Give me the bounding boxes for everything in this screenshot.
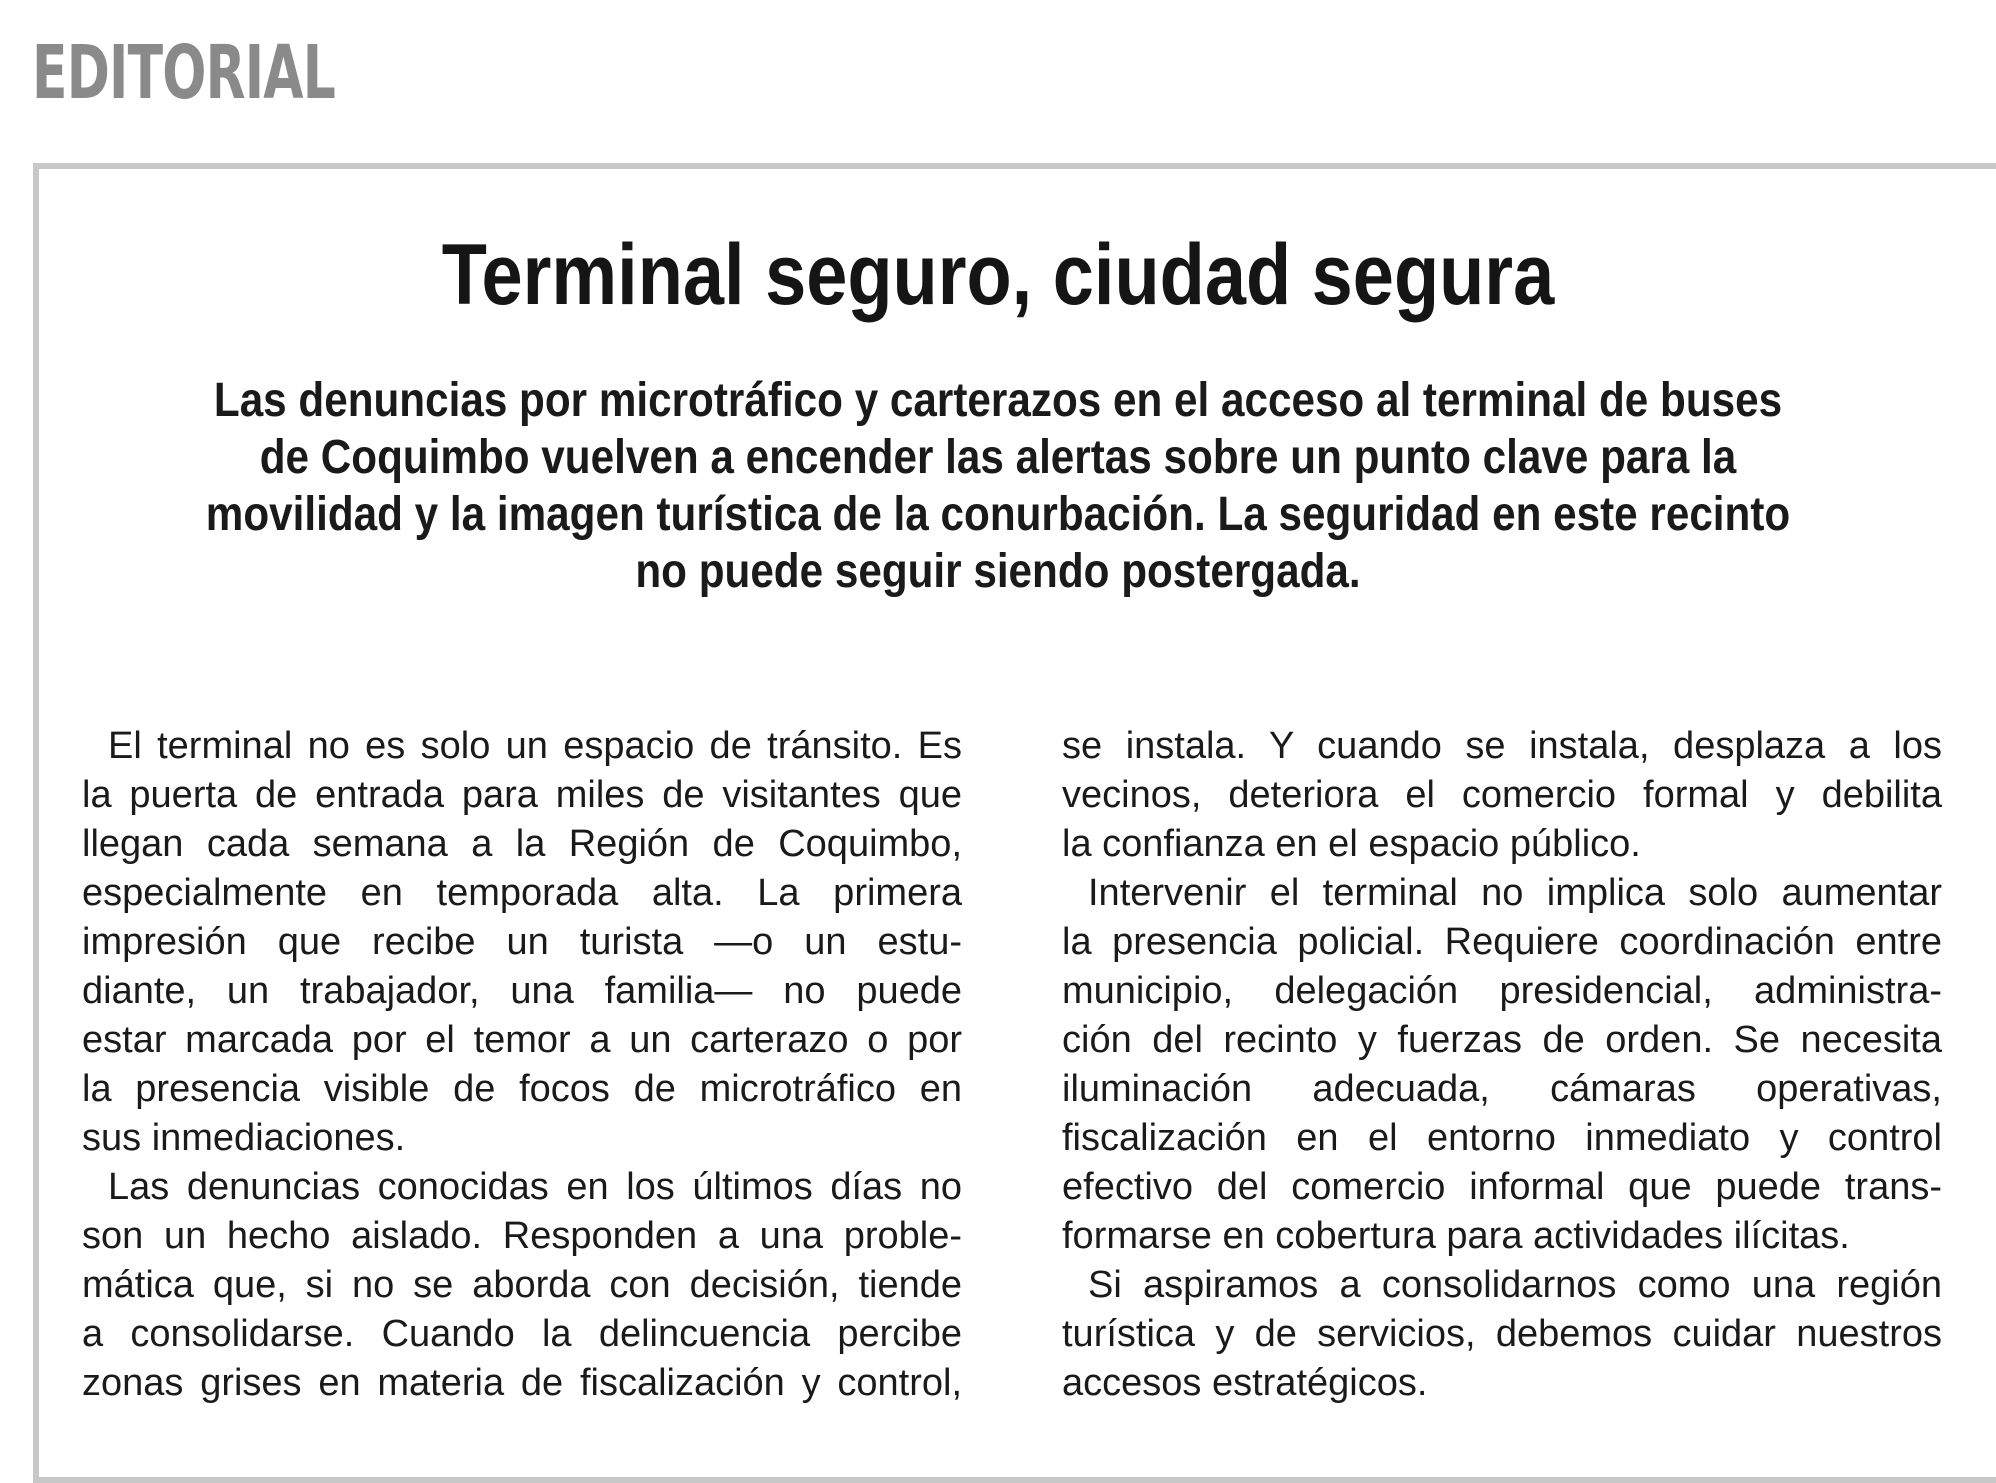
- body-line: formarse en cobertura para actividades ilícitas.: [1062, 1215, 1850, 1257]
- body-line: Las denuncias conocidas en los últimos días no: [108, 1166, 962, 1208]
- body-line: a consolidarse. Cuando la delincuencia percibe: [82, 1313, 962, 1355]
- body-line: El terminal no es solo un espacio de tránsito. Es: [108, 725, 962, 767]
- body-line: municipio, delegación presidencial, administra-: [1062, 970, 1942, 1012]
- body-line: ción del recinto y fuerzas de orden. Se necesita: [1062, 1019, 1942, 1061]
- body-column-right: [1062, 722, 1942, 1408]
- body-line: la presencia visible de focos de microtráfico en: [82, 1068, 962, 1110]
- body-line: efectivo del comercio informal que puede trans-: [1062, 1166, 1942, 1208]
- body-line: sus inmediaciones.: [82, 1117, 406, 1159]
- lead-line: no puede seguir siendo postergada.: [635, 545, 1361, 598]
- body-line: fiscalización en el entorno inmediato y control: [1062, 1117, 1942, 1159]
- body-line: especialmente en temporada alta. La primera: [82, 872, 962, 914]
- lead-line: Las denuncias por microtráfico y carterazos en el acceso al terminal de buses: [213, 374, 1783, 427]
- body-line: la presencia policial. Requiere coordinación entre: [1062, 921, 1942, 963]
- body-line: diante, un trabajador, una familia— no puede: [82, 970, 962, 1012]
- headline: Terminal seguro, ciudad segura: [441, 227, 1555, 323]
- body-line: son un hecho aislado. Responden a una proble-: [82, 1215, 962, 1257]
- body-line: impresión que recibe un turista —o un estu-: [82, 921, 962, 963]
- lead-line: movilidad y la imagen turística de la conurbación. La seguridad en este recinto: [205, 488, 1791, 541]
- body-line: turística y de servicios, debemos cuidar nuestros: [1062, 1313, 1942, 1355]
- lead-line: de Coquimbo vuelven a encender las alertas sobre un punto clave para la: [259, 431, 1737, 484]
- body-line: iluminación adecuada, cámaras operativas,: [1062, 1068, 1942, 1110]
- body-line: la confianza en el espacio público.: [1062, 823, 1641, 865]
- body-line: accesos estratégicos.: [1062, 1362, 1428, 1404]
- body-line: llegan cada semana a la Región de Coquimbo,: [82, 823, 962, 865]
- lead-paragraph: [120, 372, 1876, 600]
- body-line: zonas grises en materia de fiscalización y control,: [82, 1362, 962, 1404]
- body-line: Intervenir el terminal no implica solo aumentar: [1088, 872, 1942, 914]
- body-line: se instala. Y cuando se instala, desplaza a los: [1062, 725, 1942, 767]
- body-line: Si aspiramos a consolidarnos como una región: [1088, 1264, 1942, 1306]
- body-line: estar marcada por el temor a un carterazo o por: [82, 1019, 962, 1061]
- body-line: mática que, si no se aborda con decisión, tiende: [82, 1264, 962, 1306]
- body-column-left: [82, 722, 962, 1408]
- body-line: la puerta de entrada para miles de visitantes que: [82, 774, 962, 816]
- body-line: vecinos, deteriora el comercio formal y debilita: [1062, 774, 1942, 816]
- section-label: EDITORIAL: [32, 30, 336, 116]
